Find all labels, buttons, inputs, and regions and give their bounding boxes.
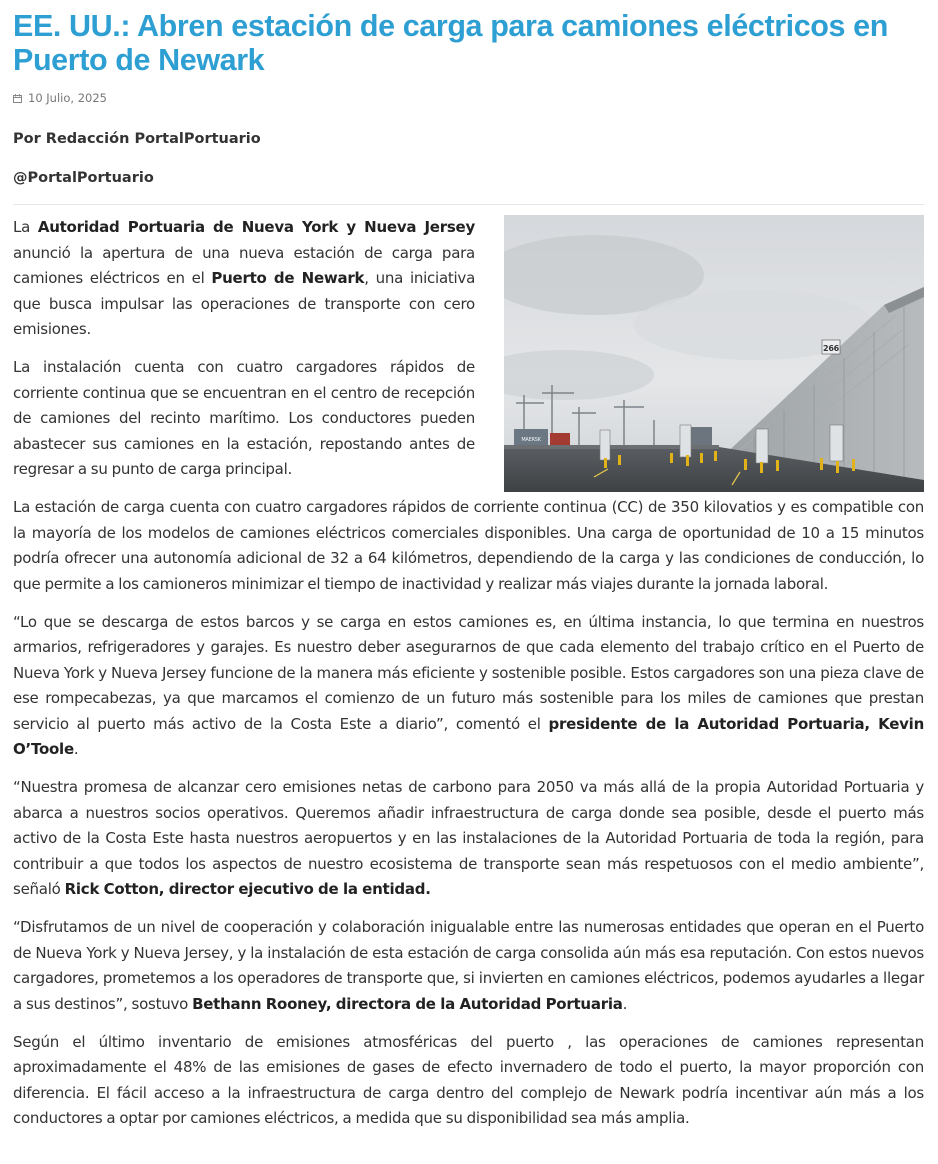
- director-bold: Bethann Rooney, directora de la Autoridad Portuaria: [192, 994, 623, 1013]
- article-author: Por Redacción PortalPortuario: [13, 131, 261, 147]
- building-number: 266: [823, 344, 839, 353]
- paragraph-4-text-a: “Lo que se descarga de estos barcos y se carga en estos camiones es, en última instancia, lo que termina en nuestros armarios, refrigeradores y garajes. Es nuestro deber asegurarnos de que cada elemento del trabajo crítico en el Puerto de Nueva York y Nueva Jersey funcione de la manera más eficiente y sostenible posible. Estos cargadores son una pieza clave de ese rompecabezas, ya que marcamos el comienzo de un futuro más sostenible para los miles de camiones que prestan servicio al puerto más activo de la Costa Este a diario”, comentó el: [13, 612, 924, 733]
- paragraph-1-text-b: anunció la apertura de una nueva estación de carga para camiones eléctricos en el: [13, 243, 475, 287]
- paragraph-1-text-c: , una iniciativa que busca impulsar las operaciones de transporte con cero emisiones.: [13, 269, 476, 338]
- paragraph-4: [13, 610, 924, 763]
- paragraph-3: La estación de carga cuenta con cuatro cargadores rápidos de corriente continua (CC) de 350 kilovatios y es compatible con la mayoría de los modelos de camiones eléctricos comerciales disponibles. Una carga de oportunidad de 10 a 15 minutos podría ofrecer una autonomía adicional de 32 a 64 kilómetros, dependiendo de la carga y las condiciones de conducción, lo que permite a los camioneros minimizar el tiempo de inactividad y realizar más viajes durante la jornada laboral.: [13, 498, 924, 593]
- paragraph-6-text-b: .: [622, 994, 628, 1013]
- container-label: MAERSK: [521, 437, 541, 443]
- executive-director-bold: Rick Cotton, director ejecutivo de la entidad.: [64, 880, 431, 898]
- paragraph-6-text-a: “Disfrutamos de un nivel de cooperación y colaboración inigualable entre las numerosas entidades que operan en el Puerto de Nueva York y Nueva Jersey, y la instalación de esta estación de carga consolida aún más esa reputación. Con estos nuevos cargadores, prometemos a los operadores de transporte que, si invierten en camiones eléctricos, podemos ayudarles a llegar a sus destinos”, sostuvo: [13, 918, 924, 1013]
- article-date: 10 Julio, 2025: [28, 91, 107, 105]
- calendar-icon: [13, 94, 22, 103]
- paragraph-2: La instalación cuenta con cuatro cargadores rápidos de corriente continua que se encuentran en el centro de recepción de camiones del recinto marítimo. Los conductores pueden abastecer sus camiones en la estación, repostando antes de regresar a su punto de carga principal.: [13, 358, 475, 478]
- paragraph-1-text-a: La: [13, 218, 38, 236]
- article: [13, 0, 924, 1144]
- article-date-row: [13, 91, 924, 105]
- article-title: EE. UU.: Abren estación de carga para camiones eléctricos en Puerto de Newark: [13, 9, 888, 77]
- paragraph-5-text-a: “Nuestra promesa de alcanzar cero emisiones netas de carbono para 2050 va más allá de la propia Autoridad Portuaria y abarca a nuestros socios operativos. Queremos añadir infraestructura de carga donde sea posible, desde el puerto más activo de la Costa Este hasta nuestros aeropuertos y en las instalaciones de la Autoridad Portuaria de toda la región, para contribuir a que todos los aspectos de nuestro ecosistema de transporte sean más respetuosos con el medio ambiente”, señaló: [13, 778, 924, 898]
- port-authority-bold: Autoridad Portuaria de Nueva York y Nueva Jersey: [37, 218, 475, 236]
- divider: [13, 204, 924, 205]
- charging-station-photo: [504, 215, 924, 492]
- article-handle: @PortalPortuario: [13, 170, 154, 186]
- article-intro: [13, 215, 924, 483]
- paragraph-7: Según el último inventario de emisiones atmosféricas del puerto , las operaciones de camiones representan aproximadamente el 48% de las emisiones de gases de efecto invernadero de todo el puerto, la mayor proporción con diferencia. El fácil acceso a la infraestructura de carga dentro del complejo de Newark podría incentivar aún más a los conductores a optar por camiones eléctricos, a medida que su disponibilidad sea más amplia.: [13, 1032, 924, 1127]
- paragraph-4-text-b: .: [73, 740, 79, 758]
- paragraph-5: [13, 775, 924, 903]
- president-bold: presidente de la Autoridad Portuaria, Kevin O’Toole: [13, 714, 925, 758]
- intro-text: [13, 215, 475, 483]
- article-body: [13, 495, 924, 1132]
- paragraph-6: [13, 915, 924, 1017]
- port-newark-bold: Puerto de Newark: [211, 269, 365, 287]
- paragraph-1: [13, 215, 475, 343]
